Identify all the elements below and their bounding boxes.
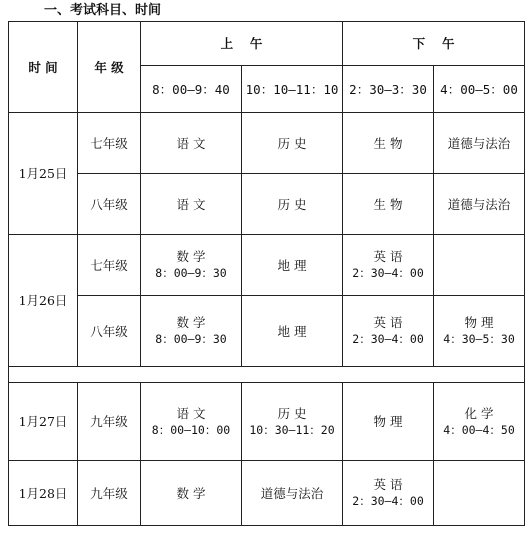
grade-cell: 九年级 bbox=[78, 383, 141, 461]
morning-header: 上 午 bbox=[141, 22, 343, 66]
subject-name: 道德与法治 bbox=[447, 135, 511, 151]
subject-name: 道德与法治 bbox=[447, 196, 511, 212]
time-slot-2: 10：10—11：10 bbox=[242, 66, 343, 113]
subject-cell bbox=[242, 235, 343, 296]
grade-cell: 九年级 bbox=[78, 461, 141, 526]
subject-name: 英 语 bbox=[373, 249, 403, 264]
exam-schedule-table bbox=[8, 21, 525, 526]
subject-time: 2：30—4：00 bbox=[352, 266, 424, 280]
subject-cell bbox=[242, 296, 343, 367]
subject-cell bbox=[343, 113, 434, 174]
subject-cell bbox=[242, 113, 343, 174]
subject-time: 8：00—9：30 bbox=[155, 266, 227, 280]
schedule-row bbox=[9, 296, 525, 367]
schedule-row bbox=[9, 174, 525, 235]
subject-cell bbox=[434, 235, 525, 296]
subject-time: 2：30—4：00 bbox=[352, 332, 424, 346]
subject-time: 4：30—5：30 bbox=[443, 332, 515, 346]
subject-cell bbox=[343, 174, 434, 235]
subject-name: 语 文 bbox=[176, 135, 206, 151]
subject-name: 地 理 bbox=[277, 323, 307, 339]
subject-cell bbox=[141, 174, 242, 235]
subject-name: 数 学 bbox=[176, 485, 206, 501]
subject-cell bbox=[343, 235, 434, 296]
date-column-header: 时 间 bbox=[9, 22, 78, 113]
time-slot-3: 2：30—3：30 bbox=[343, 66, 434, 113]
subject-name: 生 物 bbox=[373, 196, 403, 212]
subject-cell bbox=[434, 383, 525, 461]
grade-column-header: 年 级 bbox=[78, 22, 141, 113]
subject-time: 4：00—4：50 bbox=[443, 422, 515, 437]
subject-name: 语 文 bbox=[176, 405, 206, 421]
spacer-row bbox=[9, 367, 525, 383]
date-cell: 1月28日 bbox=[9, 461, 78, 526]
subject-name: 化 学 bbox=[464, 405, 494, 421]
subject-name: 历 史 bbox=[277, 196, 307, 212]
section-heading: 一、考试科目、时间 bbox=[44, 3, 162, 18]
subject-time: 8：00—9：30 bbox=[155, 332, 227, 346]
schedule-row bbox=[9, 383, 525, 461]
schedule-row bbox=[9, 113, 525, 174]
subject-cell bbox=[434, 113, 525, 174]
subject-name: 英 语 bbox=[373, 315, 403, 330]
subject-cell bbox=[343, 383, 434, 461]
time-slot-1: 8：00—9：40 bbox=[141, 66, 242, 113]
subject-name: 道德与法治 bbox=[260, 485, 324, 501]
date-cell: 1月25日 bbox=[9, 113, 78, 235]
date-cell: 1月26日 bbox=[9, 235, 78, 367]
subject-cell bbox=[242, 383, 343, 461]
subject-name: 历 史 bbox=[277, 135, 307, 151]
subject-name: 生 物 bbox=[373, 135, 403, 151]
grade-cell: 八年级 bbox=[78, 296, 141, 367]
subject-name: 语 文 bbox=[176, 196, 206, 212]
subject-time: 2：30—4：00 bbox=[352, 494, 424, 508]
subject-cell bbox=[242, 174, 343, 235]
date-cell: 1月27日 bbox=[9, 383, 78, 461]
subject-name: 数 学 bbox=[176, 249, 206, 264]
subject-cell bbox=[141, 296, 242, 367]
afternoon-header: 下 午 bbox=[343, 22, 525, 66]
schedule-row bbox=[9, 235, 525, 296]
spacer-cell bbox=[9, 367, 525, 383]
subject-cell bbox=[141, 113, 242, 174]
subject-cell bbox=[242, 461, 343, 526]
subject-cell bbox=[434, 461, 525, 526]
subject-name: 物 理 bbox=[373, 414, 403, 429]
subject-name: 数 学 bbox=[176, 315, 206, 330]
subject-cell bbox=[141, 461, 242, 526]
subject-name: 地 理 bbox=[277, 257, 307, 273]
schedule-row bbox=[9, 461, 525, 526]
subject-cell bbox=[343, 296, 434, 367]
time-slot-4: 4：00—5：00 bbox=[434, 66, 525, 113]
grade-cell: 七年级 bbox=[78, 113, 141, 174]
subject-cell bbox=[141, 383, 242, 461]
subject-time: 8：00—10：00 bbox=[151, 422, 231, 437]
subject-name: 英 语 bbox=[373, 477, 403, 492]
subject-cell bbox=[343, 461, 434, 526]
grade-cell: 七年级 bbox=[78, 235, 141, 296]
subject-name: 物 理 bbox=[464, 315, 494, 330]
subject-time: 10：30—11：20 bbox=[249, 422, 335, 437]
subject-cell bbox=[141, 235, 242, 296]
header-row bbox=[9, 22, 525, 66]
subject-cell bbox=[434, 174, 525, 235]
subject-name: 历 史 bbox=[277, 405, 307, 421]
subject-cell bbox=[434, 296, 525, 367]
schedule-body bbox=[9, 22, 525, 526]
grade-cell: 八年级 bbox=[78, 174, 141, 235]
